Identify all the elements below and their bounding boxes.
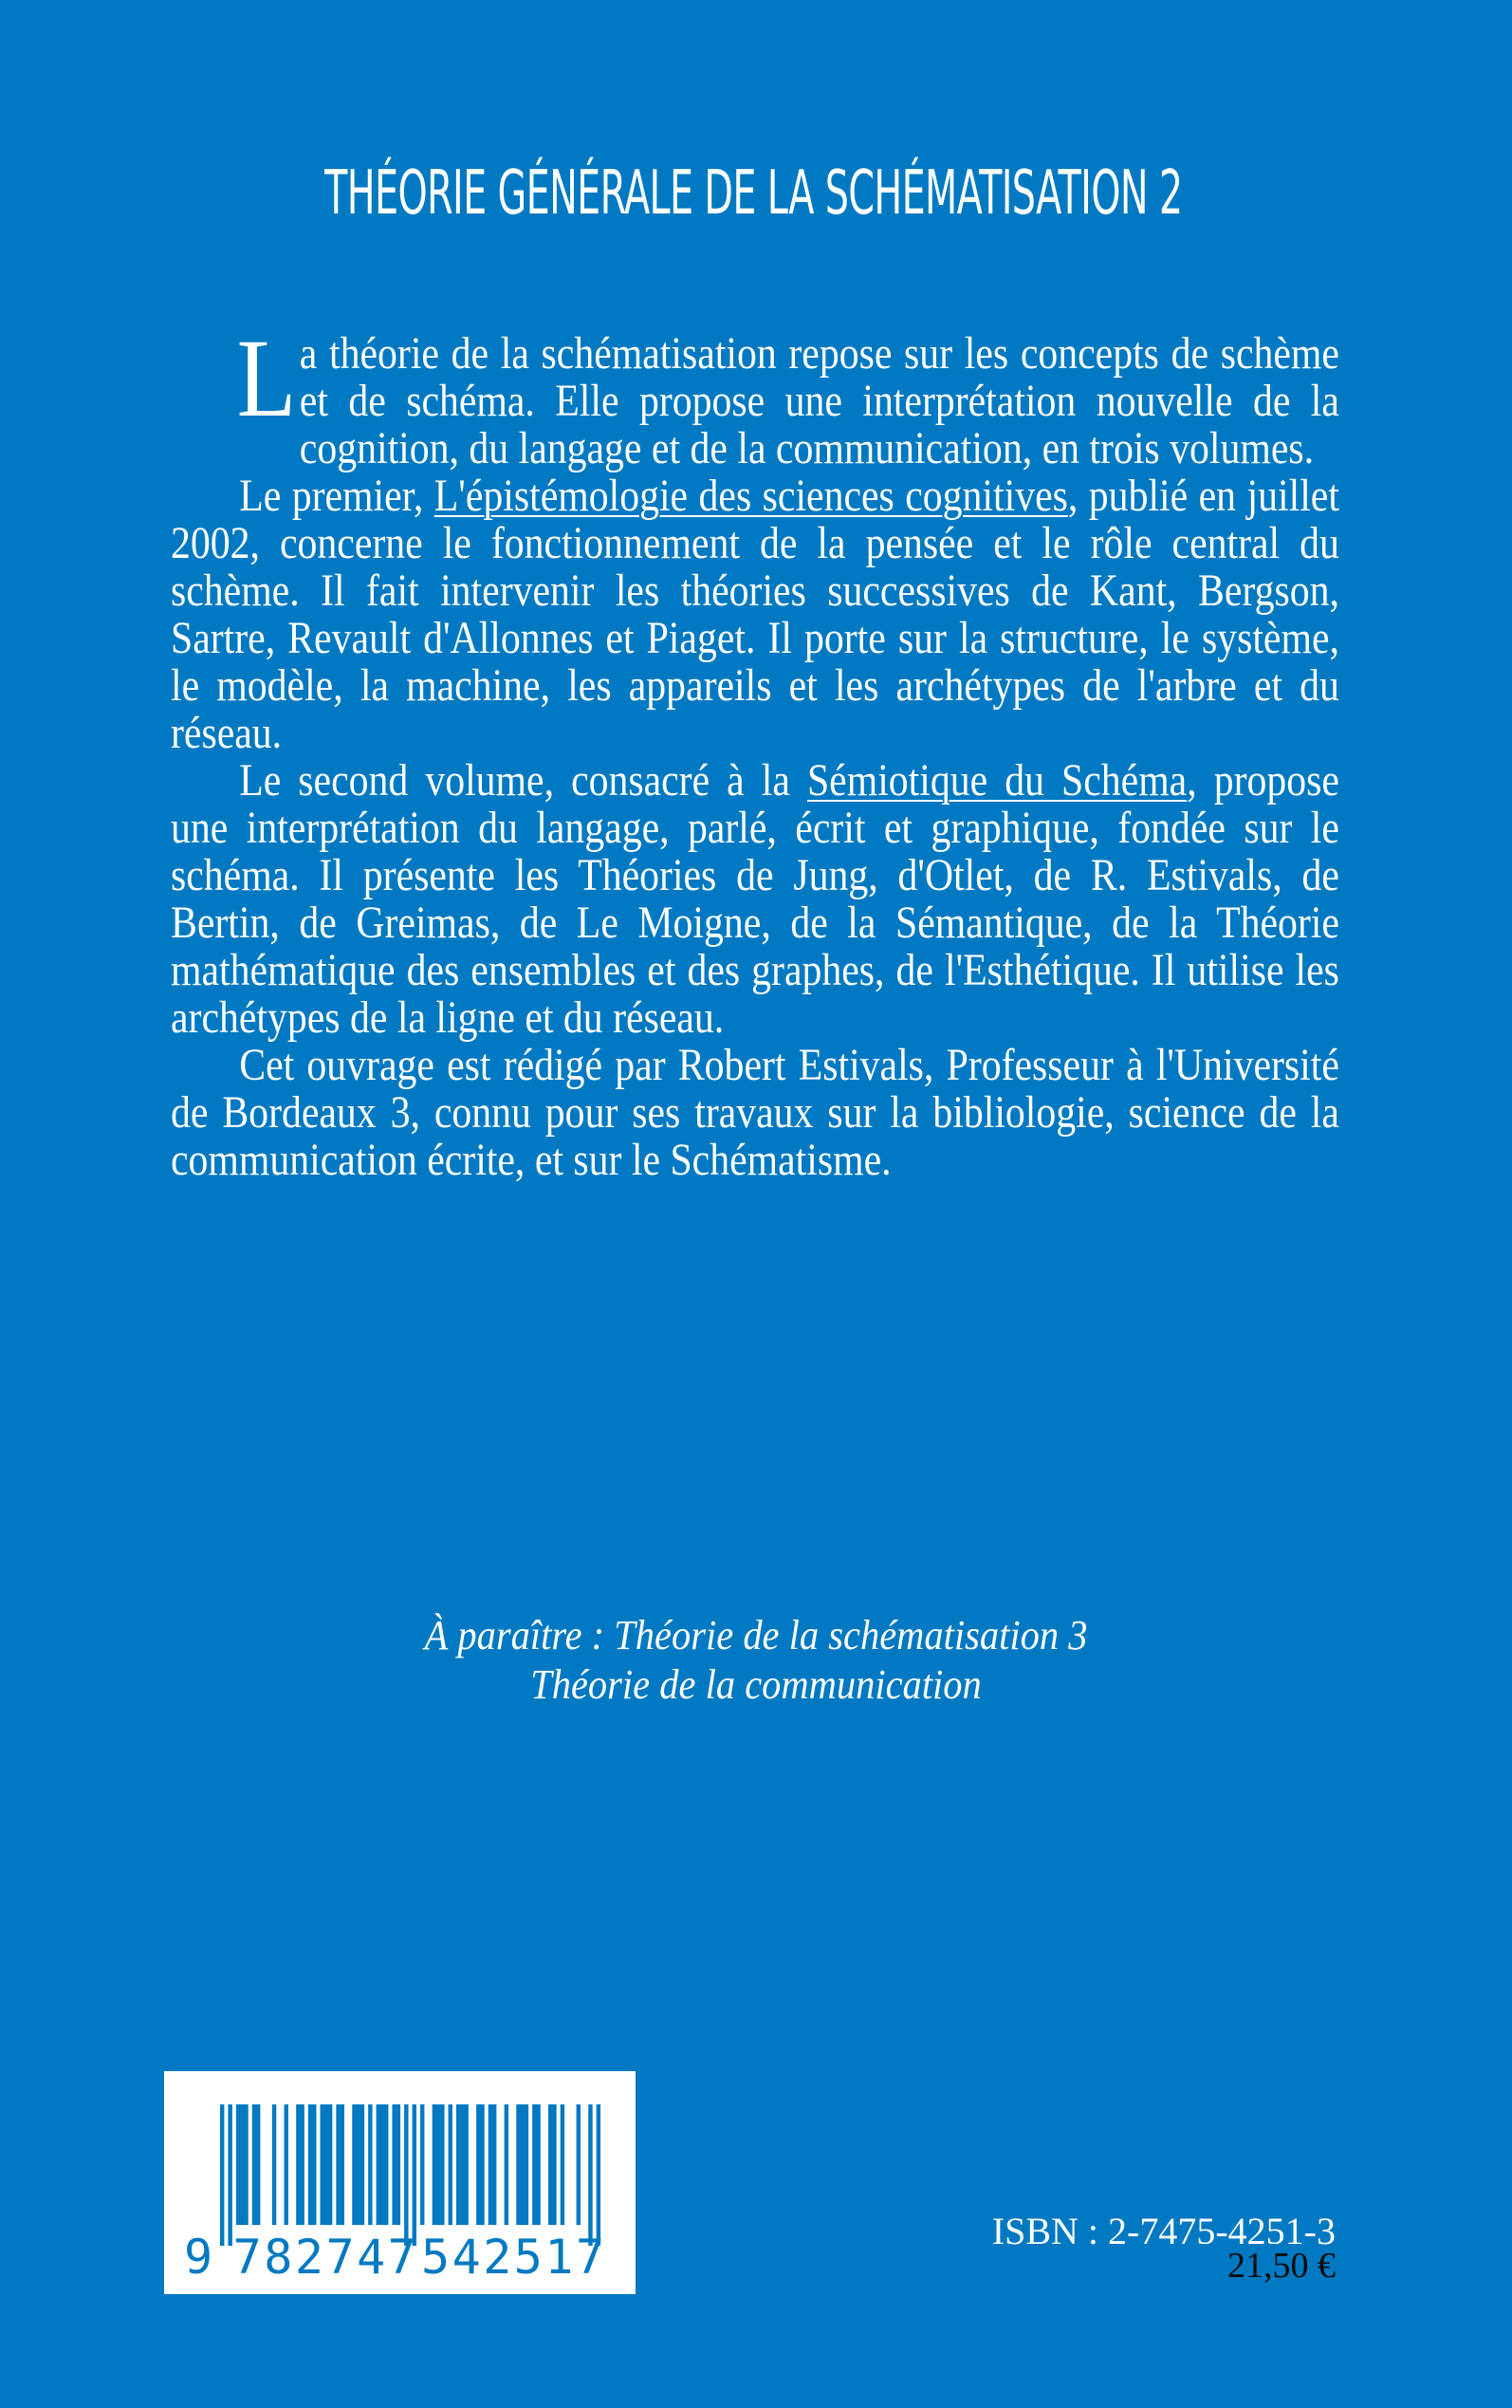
barcode-bar bbox=[460, 2104, 464, 2225]
barcode-bar bbox=[532, 2104, 536, 2225]
barcode-bar bbox=[464, 2104, 468, 2225]
barcode-bar bbox=[492, 2104, 496, 2225]
barcode-bar bbox=[413, 2104, 416, 2246]
barcode-bar bbox=[404, 2104, 408, 2246]
barcode-bar bbox=[377, 2104, 380, 2225]
barcode-bar bbox=[236, 2104, 240, 2225]
barcode-bar bbox=[597, 2104, 600, 2246]
blurb-text: Le second volume, consacré à la bbox=[239, 755, 807, 806]
blurb-text: a théorie de la schématisation repose sur les concepts de schème et de schéma. Elle propose une interprétation nouvelle de la cognition, du langage et de la communication, en trois volumes. bbox=[299, 328, 1339, 473]
barcode-bar bbox=[308, 2104, 312, 2225]
barcode-bar bbox=[336, 2104, 340, 2225]
barcode-bar bbox=[321, 2104, 324, 2225]
barcode-bar bbox=[433, 2104, 436, 2225]
barcode-bar bbox=[324, 2104, 328, 2225]
forthcoming-line-2: Théorie de la communication bbox=[530, 1661, 982, 1708]
blurb-text: Cet ouvrage est rédigé par Robert Estivals, Professeur à l'Université de Bordeaux 3, connu pour ses travaux sur la bibliologie, science de la communication écrite, et sur le Schématisme. bbox=[171, 1040, 1339, 1185]
barcode-bar bbox=[516, 2104, 520, 2225]
barcode-bar bbox=[588, 2104, 592, 2246]
isbn-label: ISBN : 2-7475-4251-3 bbox=[991, 2210, 1336, 2252]
barcode-bar bbox=[449, 2104, 452, 2225]
barcode-bar bbox=[436, 2104, 440, 2225]
barcode-bar bbox=[536, 2104, 540, 2225]
barcode-bar bbox=[489, 2104, 492, 2225]
book-title-text: THÉORIE GÉNÉRALE DE LA SCHÉMATISATION 2 bbox=[323, 158, 1183, 229]
price-label: 21,50 € bbox=[1227, 2246, 1336, 2286]
barcode-bar bbox=[392, 2104, 396, 2225]
barcode-bar bbox=[360, 2104, 364, 2225]
barcode-digits: 782747 bbox=[232, 2230, 419, 2285]
barcode-bar bbox=[456, 2104, 460, 2225]
barcode-bar bbox=[285, 2104, 288, 2225]
dropcap: L bbox=[236, 316, 297, 440]
barcode-graphic bbox=[164, 2071, 636, 2294]
barcode-bar bbox=[296, 2104, 300, 2225]
barcode bbox=[164, 2071, 636, 2294]
volume-1-title: L'épistémologie des sciences cognitives bbox=[433, 471, 1068, 521]
blurb-paragraph-1 bbox=[171, 316, 1339, 473]
barcode-bar bbox=[420, 2104, 424, 2225]
book-title bbox=[0, 159, 1512, 228]
barcode-bar bbox=[240, 2104, 244, 2225]
barcode-bar bbox=[476, 2104, 480, 2225]
barcode-bar bbox=[525, 2104, 528, 2225]
volume-2-title: Sémiotique du Schéma bbox=[806, 755, 1188, 806]
barcode-bar bbox=[352, 2104, 356, 2225]
barcode-bar bbox=[505, 2104, 508, 2225]
barcode-bar bbox=[380, 2104, 384, 2225]
barcode-bar bbox=[356, 2104, 360, 2225]
barcode-bar bbox=[384, 2104, 388, 2225]
blurb bbox=[171, 316, 1339, 1185]
barcode-bar bbox=[341, 2104, 344, 2225]
blurb-text: , publié en juillet 2002, concerne le fonctionnement de la pensée et le rôle central du schème. Il fait intervenir les théories successives de Kant, Bergson, Sartre, Revault d'Allonnes et Piaget. Il porte sur la structure, le système, le modèle, la machine, les appareils et les archétypes de l'arbre et du réseau. bbox=[171, 471, 1339, 758]
barcode-bar bbox=[256, 2104, 260, 2225]
barcode-bar bbox=[220, 2104, 224, 2246]
barcode-bar bbox=[440, 2104, 444, 2225]
forthcoming-notice bbox=[0, 1611, 1512, 1710]
barcode-bar bbox=[368, 2104, 372, 2225]
barcode-bar bbox=[548, 2104, 552, 2225]
barcode-bar bbox=[552, 2104, 556, 2225]
barcode-bar bbox=[244, 2104, 248, 2225]
barcode-bar bbox=[252, 2104, 256, 2225]
barcode-bar bbox=[396, 2104, 400, 2225]
barcode-bar bbox=[480, 2104, 484, 2225]
barcode-digits: 9 bbox=[183, 2230, 213, 2285]
barcode-bar bbox=[561, 2104, 564, 2225]
barcode-bar bbox=[577, 2104, 581, 2225]
barcode-bar bbox=[521, 2104, 525, 2225]
forthcoming-line-1: À paraître : Théorie de la schématisation 3 bbox=[424, 1612, 1088, 1658]
blurb-text: Le premier, bbox=[239, 471, 434, 521]
barcode-bar bbox=[300, 2104, 304, 2225]
blurb-paragraph-2 bbox=[171, 472, 1339, 757]
blurb-paragraph-4 bbox=[171, 1042, 1339, 1184]
barcode-bar bbox=[228, 2104, 231, 2246]
barcode-bar bbox=[272, 2104, 276, 2225]
blurb-text: , propose une interprétation du langage, parlé, écrit et graphique, fondée sur le schéma. Il présente les Théories de Jung, d'Otlet, de R. Estivals, de Bertin, de Greimas, de Le Moigne, de la Sémantique, de la Théorie mathématique des ensembles et des graphes, de l'Esthétique. Il utilise les archétypes de la ligne et du réseau. bbox=[171, 755, 1339, 1043]
barcode-digits: 542517 bbox=[421, 2230, 607, 2285]
barcode-bar bbox=[312, 2104, 316, 2225]
barcode-bar bbox=[328, 2104, 332, 2225]
blurb-paragraph-3 bbox=[171, 757, 1339, 1042]
